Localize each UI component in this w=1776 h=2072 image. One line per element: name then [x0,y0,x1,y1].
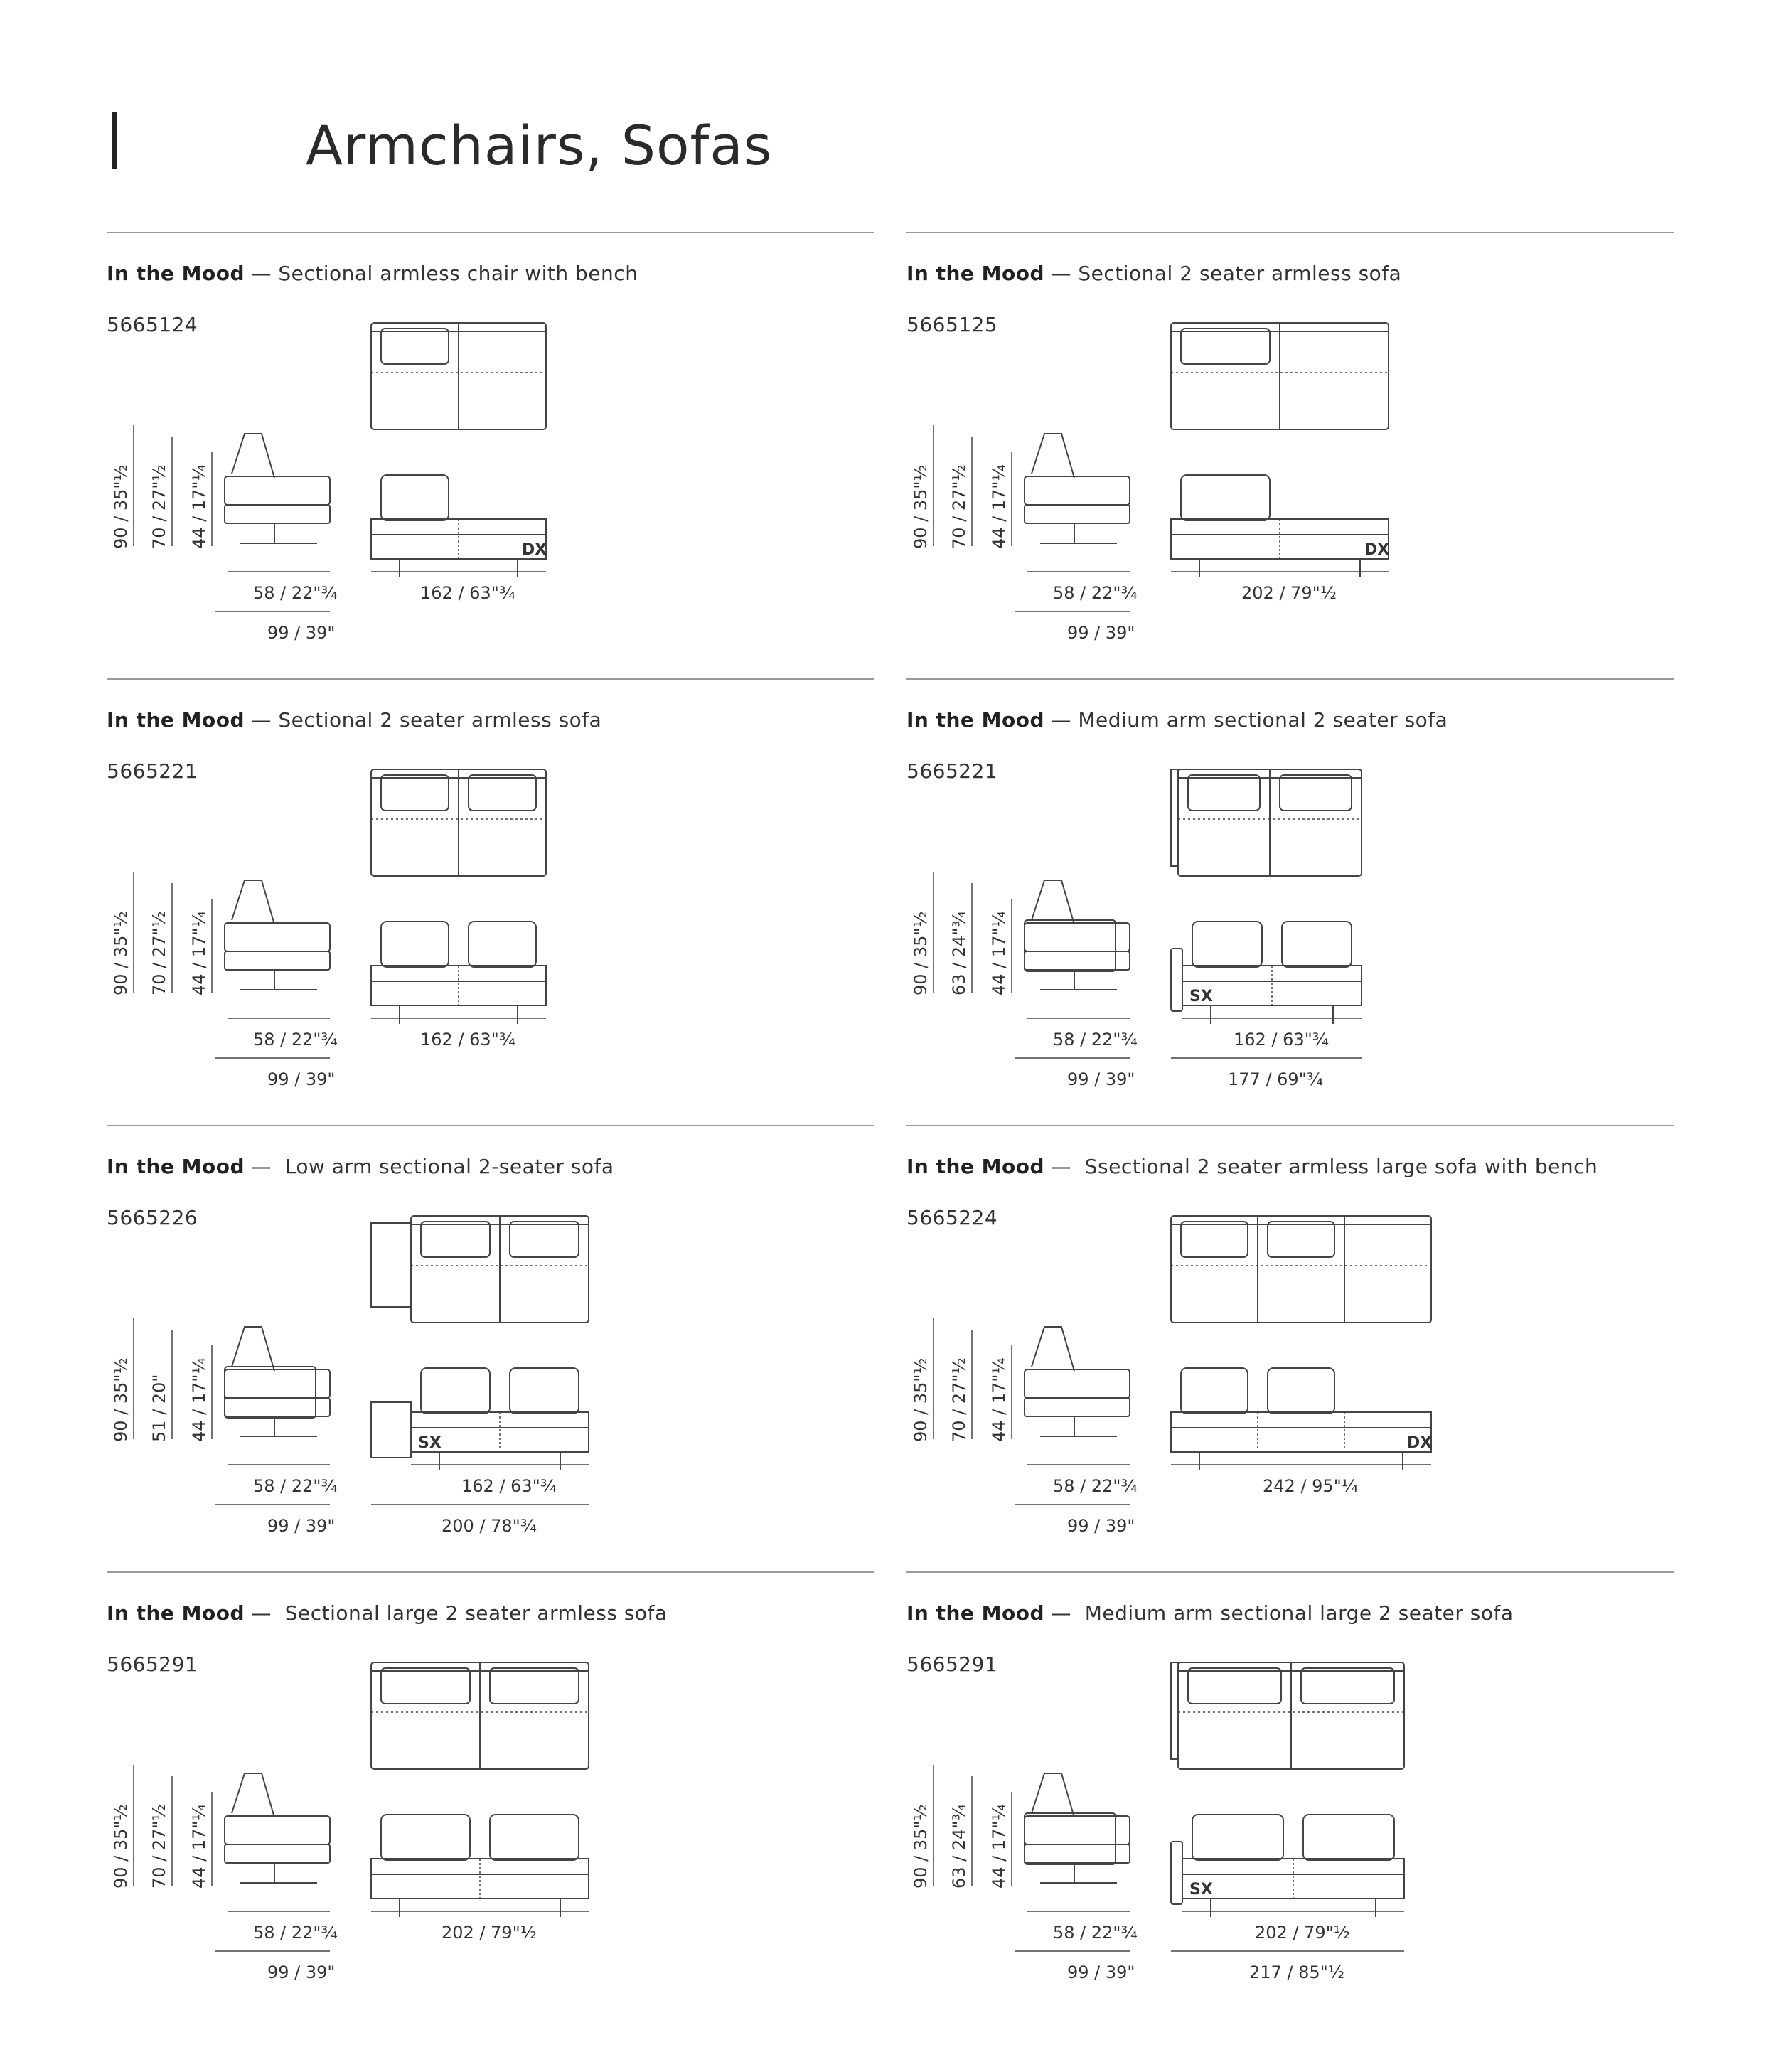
separator: — [245,1601,285,1625]
depth-seat-label: 58 / 22"¾ [253,1030,338,1050]
top-back-cushion [1188,1668,1281,1704]
front-back-cushion [469,922,536,967]
top-low-arm [371,1223,411,1307]
top-back-cushion [1188,775,1260,811]
depth-seat-label: 58 / 22"¾ [253,1476,338,1496]
height-label: 51 / 20" [149,1374,169,1442]
product-code: 5665221 [107,759,198,783]
drawing-group [911,1216,1432,1536]
series-name: In the Mood [107,1155,245,1178]
width-label: 162 / 63"¾ [461,1476,557,1496]
series-name: In the Mood [107,708,245,732]
height-label: 90 / 35"½ [111,911,131,995]
height-label: 44 / 17"¼ [189,464,209,549]
side-view [111,872,338,1089]
product-code: 5665226 [107,1206,198,1229]
side-tag: DX [1407,1434,1433,1452]
series-name: In the Mood [906,1155,1045,1178]
side-backrest [1032,1327,1074,1371]
height-label: 90 / 35"½ [111,1357,131,1442]
height-label: 90 / 35"½ [911,911,931,995]
product-code: 5665291 [906,1652,998,1676]
depth-total-label: 99 / 39" [267,1962,336,1982]
depth-seat-label: 58 / 22"¾ [1053,1476,1138,1496]
drawing-group [111,1216,589,1536]
series-name: In the Mood [906,262,1045,285]
side-view [911,1765,1138,1982]
side-base [225,1844,330,1863]
depth-total-label: 99 / 39" [1067,1069,1135,1089]
side-backrest [232,1773,274,1817]
product-panel [906,1571,1674,2017]
side-seat [225,1816,330,1844]
front-arm [1171,1842,1182,1904]
front-back-cushion [421,1368,490,1414]
side-view [111,425,338,643]
top-view [371,1662,589,1769]
height-label: 44 / 17"¼ [189,1357,209,1442]
side-view [111,1765,338,1982]
side-backrest [232,434,274,478]
side-arm [225,1367,316,1418]
front-view [1171,475,1389,603]
side-seat [1025,1369,1130,1398]
top-back-cushion [421,1222,490,1257]
width-label: 202 / 79"½ [1241,583,1337,603]
drawing-group [911,323,1389,643]
width-label: 177 / 69"¾ [1228,1069,1323,1089]
top-back-cushion [490,1668,579,1704]
height-label: 63 / 24"¾ [949,1804,969,1889]
product-description: Medium arm sectional 2 seater sofa [1078,708,1448,732]
product-panel [906,678,1674,1123]
top-back-cushion [381,1668,470,1704]
technical-drawing [107,1571,874,2017]
height-label: 90 / 35"½ [111,1804,131,1889]
series-name: In the Mood [906,708,1045,732]
product-description: Sectional 2 seater armless sofa [278,708,602,732]
width-label: 162 / 63"¾ [420,1030,515,1050]
height-label: 90 / 35"½ [911,464,931,549]
top-back-cushion [510,1222,579,1257]
separator: — [245,1155,285,1178]
front-back-cushion [381,1815,470,1860]
side-arm [1025,920,1116,971]
side-seat [225,923,330,951]
technical-drawing [107,232,874,677]
technical-drawing [906,1125,1674,1570]
series-name: In the Mood [107,262,245,285]
side-tag: SX [1189,1881,1213,1899]
top-back-cushion [1181,329,1270,364]
drawing-group [111,1662,589,1982]
height-label: 63 / 24"¾ [949,911,969,995]
drawing-group [911,1662,1404,1982]
technical-drawing [107,1125,874,1570]
product-code: 5665221 [906,759,998,783]
side-tag: DX [1364,541,1390,559]
top-back-cushion [469,775,536,811]
depth-total-label: 99 / 39" [1067,1962,1135,1982]
product-description: Medium arm sectional large 2 seater sofa [1084,1601,1514,1625]
separator: — [1044,262,1079,285]
top-back-cushion [381,329,449,364]
height-label: 44 / 17"¼ [989,911,1009,995]
side-base [1025,1844,1130,1863]
front-back-cushion [1181,475,1270,520]
side-seat [1025,923,1130,951]
height-label: 44 / 17"¼ [189,911,209,995]
product-description: Low arm sectional 2-seater sofa [284,1155,614,1178]
depth-total-label: 99 / 39" [267,1516,336,1536]
front-view [371,1368,589,1536]
side-base [1025,951,1130,970]
technical-drawing [906,232,1674,677]
width-label: 202 / 79"½ [442,1923,537,1943]
top-view [1171,769,1362,876]
side-seat [225,1369,330,1398]
side-tag: DX [522,541,547,559]
side-view [911,1318,1138,1536]
technical-drawing [107,678,874,1123]
product-panel [906,1125,1674,1570]
front-back-cushion [1192,1815,1283,1860]
product-panel [107,232,874,677]
width-label: 162 / 63"¾ [420,583,515,603]
top-view [371,769,546,876]
side-backrest [232,880,274,924]
top-view [1171,323,1389,429]
side-arm [1025,1813,1116,1864]
depth-seat-label: 58 / 22"¾ [1053,1923,1138,1943]
top-view [371,1216,589,1323]
side-base [1025,1398,1130,1416]
front-back-cushion [1192,922,1262,967]
product-description: Sectional 2 seater armless sofa [1078,262,1402,285]
depth-total-label: 99 / 39" [1067,1516,1135,1536]
side-view [911,425,1138,643]
product-code: 5665125 [906,313,998,336]
height-label: 70 / 27"½ [149,911,169,995]
height-label: 44 / 17"¼ [989,1804,1009,1889]
technical-drawing [906,678,1674,1123]
product-code: 5665291 [107,1652,198,1676]
height-label: 70 / 27"½ [149,464,169,549]
side-view [911,872,1138,1089]
separator: — [1044,708,1079,732]
separator: — [1044,1155,1085,1178]
top-back-cushion [1301,1668,1394,1704]
side-base [225,951,330,970]
width-label: 242 / 95"¼ [1263,1476,1358,1496]
height-label: 70 / 27"½ [949,464,969,549]
depth-total-label: 99 / 39" [267,623,336,643]
front-back-cushion [1303,1815,1394,1860]
page-title: Armchairs, Sofas [306,114,773,177]
top-outline [1171,1216,1431,1323]
drawing-group [111,323,547,643]
depth-seat-label: 58 / 22"¾ [1053,583,1138,603]
depth-seat-label: 58 / 22"¾ [253,583,338,603]
depth-seat-label: 58 / 22"¾ [1053,1030,1138,1050]
side-base [225,505,330,523]
separator: — [245,262,279,285]
series-name: In the Mood [107,1601,245,1625]
front-back-cushion [510,1368,579,1414]
drawing-group [111,769,546,1089]
product-description: Ssectional 2 seater armless large sofa with bench [1084,1155,1598,1178]
product-description: Sectional armless chair with bench [278,262,638,285]
side-backrest [232,1327,274,1371]
side-seat [225,476,330,505]
drawing-group [911,769,1362,1089]
height-label: 70 / 27"½ [149,1804,169,1889]
side-tag: SX [418,1434,442,1452]
front-view [1171,1815,1404,1982]
height-label: 90 / 35"½ [911,1357,931,1442]
technical-drawing [906,1571,1674,2017]
separator: — [1044,1601,1085,1625]
side-backrest [1032,1773,1074,1817]
depth-total-label: 99 / 39" [267,1069,336,1089]
series-name: In the Mood [906,1601,1045,1625]
side-base [225,1398,330,1416]
separator: — [245,708,279,732]
front-view [371,1815,589,1943]
front-back-cushion [1282,922,1352,967]
side-backrest [1032,434,1074,478]
front-back-cushion [490,1815,579,1860]
top-view [371,323,546,429]
product-panel [906,232,1674,677]
depth-total-label: 99 / 39" [1067,623,1135,643]
side-seat [1025,1816,1130,1844]
width-label: 217 / 85"½ [1249,1962,1344,1982]
height-label: 44 / 17"¼ [989,464,1009,549]
front-view [1171,922,1362,1089]
front-view [371,475,547,603]
front-back-cushion [381,922,449,967]
top-view [1171,1216,1431,1323]
height-label: 90 / 35"½ [111,464,131,549]
front-seat [1171,1412,1431,1452]
width-label: 200 / 78"¾ [442,1516,537,1536]
height-label: 44 / 17"¼ [989,1357,1009,1442]
product-panel [107,1125,874,1570]
width-label: 202 / 79"½ [1255,1923,1350,1943]
side-base [1025,505,1130,523]
height-label: 44 / 17"¼ [189,1804,209,1889]
height-label: 70 / 27"½ [949,1357,969,1442]
side-view [111,1318,338,1536]
product-panel [107,678,874,1123]
side-tag: SX [1189,988,1213,1005]
width-label: 162 / 63"¾ [1234,1030,1329,1050]
side-seat [1025,476,1130,505]
front-view [1171,1368,1432,1496]
product-panel [107,1571,874,2017]
height-label: 90 / 35"½ [911,1804,931,1889]
top-arm [1171,1662,1178,1759]
front-view [371,922,546,1050]
product-code: 5665224 [906,1206,998,1229]
front-arm [1171,949,1182,1011]
page-marker [112,112,117,169]
top-back-cushion [1181,1222,1248,1257]
front-back-cushion [1181,1368,1248,1414]
top-back-cushion [381,775,449,811]
top-back-cushion [1268,1222,1334,1257]
front-back-cushion [381,475,449,520]
top-view [1171,1662,1404,1769]
front-low-arm [371,1402,411,1458]
top-back-cushion [1280,775,1352,811]
product-description: Sectional large 2 seater armless sofa [284,1601,668,1625]
depth-seat-label: 58 / 22"¾ [253,1923,338,1943]
top-arm [1171,769,1178,866]
side-backrest [1032,880,1074,924]
front-back-cushion [1268,1368,1334,1414]
product-code: 5665124 [107,313,198,336]
